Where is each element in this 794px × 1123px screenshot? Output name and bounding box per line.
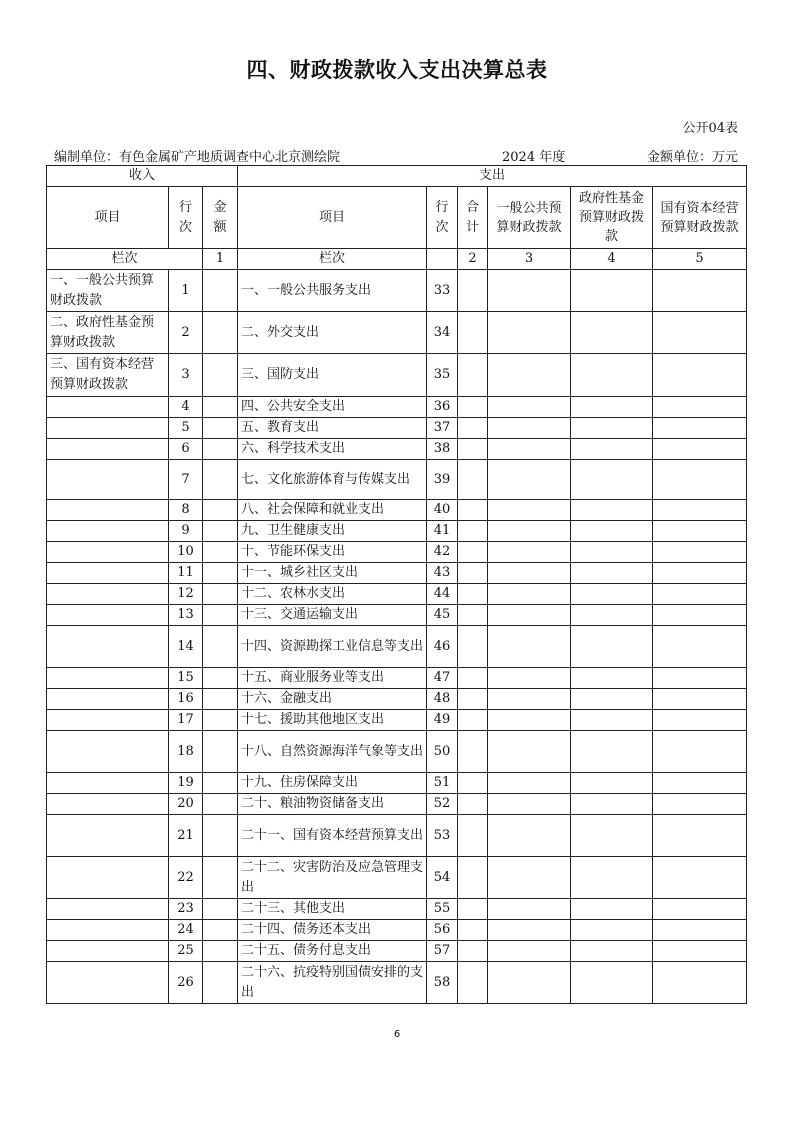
table-row xyxy=(47,439,747,460)
expense-row-no-cell: 49 xyxy=(427,710,458,731)
total-cell xyxy=(458,920,488,941)
state-capital-cell xyxy=(653,354,747,397)
expense-row-no-cell: 41 xyxy=(427,521,458,542)
gov-fund-cell xyxy=(571,626,653,668)
state-capital-cell xyxy=(653,941,747,962)
expense-item-cell: 二十、粮油物资储备支出 xyxy=(238,794,427,815)
table-row xyxy=(47,941,747,962)
state-capital-cell xyxy=(653,521,747,542)
gov-fund-cell xyxy=(571,899,653,920)
state-capital-cell xyxy=(653,899,747,920)
income-item-cell xyxy=(47,941,169,962)
expense-item-cell: 十四、资源勘探工业信息等支出 xyxy=(238,626,427,668)
general-budget-cell xyxy=(488,354,571,397)
state-capital-cell xyxy=(653,668,747,689)
expense-item-cell: 十七、援助其他地区支出 xyxy=(238,710,427,731)
state-capital-cell xyxy=(653,563,747,584)
expense-item-cell: 二十二、灾害防治及应急管理支出 xyxy=(238,857,427,899)
expense-row-no-cell: 56 xyxy=(427,920,458,941)
form-number: 公开04表 xyxy=(682,121,738,136)
income-item-cell: 一、一般公共预算财政拨款 xyxy=(47,270,169,312)
table-row xyxy=(47,794,747,815)
amount-char-1: 金 xyxy=(213,199,227,215)
income-row-no-cell: 21 xyxy=(169,815,203,857)
state-capital-cell xyxy=(653,689,747,710)
general-budget-cell xyxy=(488,899,571,920)
general-budget-cell xyxy=(488,397,571,418)
header-row-sections xyxy=(47,166,747,187)
total-cell xyxy=(458,439,488,460)
income-amount-cell xyxy=(203,397,238,418)
expense-item-cell: 十六、金融支出 xyxy=(238,689,427,710)
general-budget-cell xyxy=(488,794,571,815)
expense-row-no-cell: 47 xyxy=(427,668,458,689)
expense-item-cell: 二十六、抗疫特别国债安排的支出 xyxy=(238,962,427,1004)
income-item-cell xyxy=(47,563,169,584)
expense-row-no-cell: 55 xyxy=(427,899,458,920)
table-row xyxy=(47,500,747,521)
lanci-3: 3 xyxy=(488,249,571,270)
income-amount-cell xyxy=(203,354,238,397)
income-row-no-cell: 6 xyxy=(169,439,203,460)
gov-fund-cell xyxy=(571,857,653,899)
income-item-cell xyxy=(47,500,169,521)
gov-fund-cell xyxy=(571,773,653,794)
general-budget-cell xyxy=(488,439,571,460)
income-item-cell xyxy=(47,710,169,731)
report-meta xyxy=(54,146,738,164)
income-amount-cell xyxy=(203,794,238,815)
expense-row-no-cell: 54 xyxy=(427,857,458,899)
income-amount-cell xyxy=(203,668,238,689)
income-row-no-cell: 5 xyxy=(169,418,203,439)
gov-fund-cell xyxy=(571,815,653,857)
general-budget-cell xyxy=(488,857,571,899)
expense-item-cell: 十、节能环保支出 xyxy=(238,542,427,563)
expense-row-no-cell: 36 xyxy=(427,397,458,418)
page-title: 四、财政拨款收入支出决算总表 xyxy=(246,58,548,82)
general-budget-cell xyxy=(488,584,571,605)
state-capital-cell xyxy=(653,418,747,439)
total-cell xyxy=(458,689,488,710)
income-amount-cell xyxy=(203,710,238,731)
income-item-cell xyxy=(47,920,169,941)
state-capital-cell xyxy=(653,710,747,731)
lanci-1: 1 xyxy=(203,249,238,270)
income-item-cell xyxy=(47,521,169,542)
table-row xyxy=(47,397,747,418)
total-cell xyxy=(458,542,488,563)
income-row-no-cell: 2 xyxy=(169,312,203,354)
income-amount-header xyxy=(203,187,238,249)
general-budget-cell xyxy=(488,815,571,857)
table-row xyxy=(47,542,747,563)
gov-fund-header: 政府性基金预算财政拨款 xyxy=(571,187,653,249)
lanci-5: 5 xyxy=(653,249,747,270)
table-row xyxy=(47,521,747,542)
expense-item-cell: 十五、商业服务业等支出 xyxy=(238,668,427,689)
general-budget-cell xyxy=(488,773,571,794)
general-budget-cell xyxy=(488,563,571,584)
expense-row-no-cell: 51 xyxy=(427,773,458,794)
column-index-row xyxy=(47,249,747,270)
general-budget-cell xyxy=(488,312,571,354)
general-budget-cell xyxy=(488,418,571,439)
general-budget-cell xyxy=(488,500,571,521)
income-row-no-cell: 15 xyxy=(169,668,203,689)
general-budget-cell xyxy=(488,689,571,710)
expense-row-no-cell: 46 xyxy=(427,626,458,668)
income-amount-cell xyxy=(203,439,238,460)
state-capital-cell xyxy=(653,815,747,857)
state-capital-cell xyxy=(653,605,747,626)
gov-fund-cell xyxy=(571,584,653,605)
lanci-4: 4 xyxy=(571,249,653,270)
general-budget-cell xyxy=(488,941,571,962)
expense-item-header: 项目 xyxy=(238,187,427,249)
total-cell xyxy=(458,710,488,731)
table-row xyxy=(47,563,747,584)
income-row-no-cell: 14 xyxy=(169,626,203,668)
expense-section-header: 支出 xyxy=(238,166,747,187)
state-capital-cell xyxy=(653,460,747,500)
gov-fund-cell xyxy=(571,794,653,815)
expense-row-no-cell: 58 xyxy=(427,962,458,1004)
total-cell xyxy=(458,899,488,920)
income-row-no-cell: 13 xyxy=(169,605,203,626)
expense-row-no-cell: 39 xyxy=(427,460,458,500)
income-row-no-cell: 4 xyxy=(169,397,203,418)
table-row xyxy=(47,626,747,668)
gov-fund-cell xyxy=(571,439,653,460)
total-cell xyxy=(458,731,488,773)
income-section-header: 收入 xyxy=(47,166,238,187)
total-cell xyxy=(458,354,488,397)
expense-row-no-cell: 45 xyxy=(427,605,458,626)
expense-row-no-cell: 38 xyxy=(427,439,458,460)
income-amount-cell xyxy=(203,920,238,941)
table-row xyxy=(47,460,747,500)
table-row xyxy=(47,418,747,439)
expense-item-cell: 五、教育支出 xyxy=(238,418,427,439)
income-amount-cell xyxy=(203,460,238,500)
total-cell xyxy=(458,270,488,312)
expense-row-no-cell: 43 xyxy=(427,563,458,584)
expense-item-cell: 二十一、国有资本经营预算支出 xyxy=(238,815,427,857)
amount-char-2: 额 xyxy=(213,219,227,235)
income-item-cell xyxy=(47,731,169,773)
expense-item-cell: 十三、交通运输支出 xyxy=(238,605,427,626)
income-amount-cell xyxy=(203,815,238,857)
state-capital-cell xyxy=(653,439,747,460)
total-cell xyxy=(458,815,488,857)
income-item-cell xyxy=(47,542,169,563)
table-row xyxy=(47,605,747,626)
income-item-cell xyxy=(47,584,169,605)
table-row xyxy=(47,857,747,899)
income-item-cell xyxy=(47,439,169,460)
general-budget-cell xyxy=(488,920,571,941)
state-capital-cell xyxy=(653,857,747,899)
expense-row-no-cell: 53 xyxy=(427,815,458,857)
expense-item-cell: 三、国防支出 xyxy=(238,354,427,397)
income-item-cell xyxy=(47,773,169,794)
row-no-char-1: 行 xyxy=(178,199,192,215)
total-cell xyxy=(458,962,488,1004)
gov-fund-cell xyxy=(571,668,653,689)
table-row xyxy=(47,962,747,1004)
state-capital-cell xyxy=(653,731,747,773)
income-amount-cell xyxy=(203,941,238,962)
gov-fund-cell xyxy=(571,521,653,542)
income-item-cell xyxy=(47,418,169,439)
table-row xyxy=(47,668,747,689)
income-row-no-header xyxy=(169,187,203,249)
income-item-cell xyxy=(47,397,169,418)
income-row-no-cell: 22 xyxy=(169,857,203,899)
general-budget-cell xyxy=(488,542,571,563)
general-budget-cell xyxy=(488,668,571,689)
state-capital-cell xyxy=(653,794,747,815)
income-amount-cell xyxy=(203,521,238,542)
gov-fund-cell xyxy=(571,354,653,397)
total-cell xyxy=(458,941,488,962)
gov-fund-cell xyxy=(571,689,653,710)
state-capital-cell xyxy=(653,500,747,521)
state-capital-header: 国有资本经营预算财政拨款 xyxy=(653,187,747,249)
income-item-cell xyxy=(47,460,169,500)
expense-row-no-cell: 48 xyxy=(427,689,458,710)
income-amount-cell xyxy=(203,500,238,521)
expense-item-cell: 十二、农林水支出 xyxy=(238,584,427,605)
expense-row-no-cell: 42 xyxy=(427,542,458,563)
appropriation-summary-table xyxy=(46,165,747,1004)
gov-fund-cell xyxy=(571,312,653,354)
row-no-char-2: 次 xyxy=(178,219,192,235)
gov-fund-cell xyxy=(571,500,653,521)
income-amount-cell xyxy=(203,626,238,668)
income-row-no-cell: 3 xyxy=(169,354,203,397)
gov-fund-cell xyxy=(571,270,653,312)
income-row-no-cell: 19 xyxy=(169,773,203,794)
expense-item-cell: 十九、住房保障支出 xyxy=(238,773,427,794)
income-row-no-cell: 25 xyxy=(169,941,203,962)
expense-row-no-header xyxy=(427,187,458,249)
table-row xyxy=(47,584,747,605)
expense-item-cell: 十一、城乡社区支出 xyxy=(238,563,427,584)
table-row xyxy=(47,731,747,773)
total-cell xyxy=(458,794,488,815)
row-no-char-1: 行 xyxy=(435,199,449,215)
compiling-unit: 编制单位：有色金属矿产地质调查中心北京测绘院 xyxy=(54,150,341,165)
income-row-no-cell: 24 xyxy=(169,920,203,941)
general-budget-cell xyxy=(488,731,571,773)
general-budget-cell xyxy=(488,962,571,1004)
total-cell xyxy=(458,418,488,439)
expense-row-no-cell: 40 xyxy=(427,500,458,521)
lanci-2: 2 xyxy=(458,249,488,270)
income-item-cell xyxy=(47,815,169,857)
income-item-cell xyxy=(47,626,169,668)
income-item-cell xyxy=(47,605,169,626)
income-amount-cell xyxy=(203,542,238,563)
income-amount-cell xyxy=(203,731,238,773)
income-amount-cell xyxy=(203,563,238,584)
lanci-label-expense: 栏次 xyxy=(238,249,427,270)
general-budget-cell xyxy=(488,270,571,312)
income-amount-cell xyxy=(203,418,238,439)
state-capital-cell xyxy=(653,920,747,941)
table-row xyxy=(47,312,747,354)
income-row-no-cell: 20 xyxy=(169,794,203,815)
expense-row-no-cell: 52 xyxy=(427,794,458,815)
total-cell xyxy=(458,857,488,899)
report-year: 2024 年度 xyxy=(502,150,566,165)
state-capital-cell xyxy=(653,397,747,418)
expense-row-no-cell: 33 xyxy=(427,270,458,312)
income-row-no-cell: 10 xyxy=(169,542,203,563)
state-capital-cell xyxy=(653,962,747,1004)
income-item-cell xyxy=(47,794,169,815)
gov-fund-cell xyxy=(571,563,653,584)
expense-row-no-cell: 57 xyxy=(427,941,458,962)
income-amount-cell xyxy=(203,857,238,899)
general-budget-cell xyxy=(488,605,571,626)
income-row-no-cell: 17 xyxy=(169,710,203,731)
total-cell xyxy=(458,312,488,354)
income-amount-cell xyxy=(203,584,238,605)
expense-item-cell: 八、社会保障和就业支出 xyxy=(238,500,427,521)
expense-item-cell: 二十五、债务付息支出 xyxy=(238,941,427,962)
expense-item-cell: 二十四、债务还本支出 xyxy=(238,920,427,941)
expense-item-cell: 十八、自然资源海洋气象等支出 xyxy=(238,731,427,773)
general-budget-cell xyxy=(488,626,571,668)
page-number: 6 xyxy=(393,1029,401,1040)
expense-item-cell: 一、一般公共服务支出 xyxy=(238,270,427,312)
state-capital-cell xyxy=(653,270,747,312)
gov-fund-cell xyxy=(571,460,653,500)
expense-row-no-cell: 37 xyxy=(427,418,458,439)
total-char-2: 计 xyxy=(466,219,480,235)
income-row-no-cell: 12 xyxy=(169,584,203,605)
table-row xyxy=(47,710,747,731)
income-amount-cell xyxy=(203,605,238,626)
gov-fund-cell xyxy=(571,397,653,418)
state-capital-cell xyxy=(653,542,747,563)
gov-fund-cell xyxy=(571,962,653,1004)
expense-row-no-cell: 44 xyxy=(427,584,458,605)
income-amount-cell xyxy=(203,899,238,920)
total-cell xyxy=(458,605,488,626)
expense-item-cell: 二、外交支出 xyxy=(238,312,427,354)
income-row-no-cell: 26 xyxy=(169,962,203,1004)
income-row-no-cell: 1 xyxy=(169,270,203,312)
total-cell xyxy=(458,397,488,418)
expense-item-cell: 九、卫生健康支出 xyxy=(238,521,427,542)
income-row-no-cell: 7 xyxy=(169,460,203,500)
table-row xyxy=(47,354,747,397)
state-capital-cell xyxy=(653,312,747,354)
header-row-columns xyxy=(47,187,747,249)
income-amount-cell xyxy=(203,689,238,710)
gov-fund-cell xyxy=(571,920,653,941)
gov-fund-cell xyxy=(571,542,653,563)
total-cell xyxy=(458,460,488,500)
income-item-cell xyxy=(47,857,169,899)
table-row xyxy=(47,899,747,920)
table-row xyxy=(47,689,747,710)
income-row-no-cell: 18 xyxy=(169,731,203,773)
expense-row-no-cell: 34 xyxy=(427,312,458,354)
expense-row-no-cell: 35 xyxy=(427,354,458,397)
gov-fund-cell xyxy=(571,418,653,439)
total-header xyxy=(458,187,488,249)
expense-item-cell: 四、公共安全支出 xyxy=(238,397,427,418)
income-amount-cell xyxy=(203,270,238,312)
income-item-cell xyxy=(47,899,169,920)
income-amount-cell xyxy=(203,962,238,1004)
income-row-no-cell: 16 xyxy=(169,689,203,710)
income-row-no-cell: 9 xyxy=(169,521,203,542)
income-item-cell xyxy=(47,962,169,1004)
expense-item-cell: 六、科学技术支出 xyxy=(238,439,427,460)
total-cell xyxy=(458,563,488,584)
total-cell xyxy=(458,584,488,605)
row-no-char-2: 次 xyxy=(435,219,449,235)
table-row xyxy=(47,270,747,312)
state-capital-cell xyxy=(653,773,747,794)
amount-unit: 金额单位：万元 xyxy=(646,150,738,165)
gov-fund-cell xyxy=(571,941,653,962)
total-cell xyxy=(458,668,488,689)
income-amount-cell xyxy=(203,312,238,354)
general-budget-cell xyxy=(488,460,571,500)
total-cell xyxy=(458,626,488,668)
expense-item-cell: 七、文化旅游体育与传媒支出 xyxy=(238,460,427,500)
total-cell xyxy=(458,773,488,794)
lanci-label-income: 栏次 xyxy=(47,249,203,270)
expense-item-cell: 二十三、其他支出 xyxy=(238,899,427,920)
state-capital-cell xyxy=(653,584,747,605)
income-item-cell xyxy=(47,689,169,710)
gov-fund-cell xyxy=(571,731,653,773)
income-row-no-cell: 23 xyxy=(169,899,203,920)
table-row xyxy=(47,773,747,794)
income-item-cell: 三、国有资本经营预算财政拨款 xyxy=(47,354,169,397)
table-row xyxy=(47,920,747,941)
general-budget-cell xyxy=(488,521,571,542)
total-cell xyxy=(458,500,488,521)
income-amount-cell xyxy=(203,773,238,794)
income-row-no-cell: 8 xyxy=(169,500,203,521)
total-char-1: 合 xyxy=(466,199,480,215)
income-item-cell xyxy=(47,668,169,689)
total-cell xyxy=(458,521,488,542)
income-item-header: 项目 xyxy=(47,187,169,249)
gov-fund-cell xyxy=(571,710,653,731)
general-budget-header: 一般公共预算财政拨款 xyxy=(488,187,571,249)
income-row-no-cell: 11 xyxy=(169,563,203,584)
gov-fund-cell xyxy=(571,605,653,626)
state-capital-cell xyxy=(653,626,747,668)
income-item-cell: 二、政府性基金预算财政拨款 xyxy=(47,312,169,354)
expense-row-no-cell: 50 xyxy=(427,731,458,773)
table-row xyxy=(47,815,747,857)
lanci-blank xyxy=(427,249,458,270)
general-budget-cell xyxy=(488,710,571,731)
